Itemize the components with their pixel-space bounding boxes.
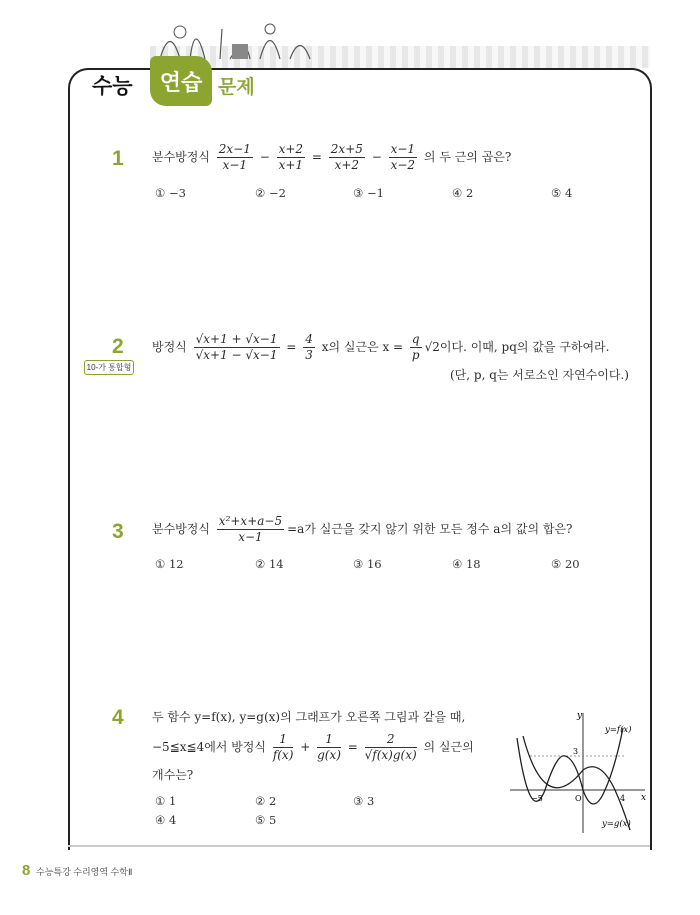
q1-choice-2: ② −2 [255,186,286,200]
q1-frac-4: $\frac{x-1}{x-2}$ [390,142,416,172]
q1-suffix: 의 두 근의 곱은? [423,150,512,164]
f-label: y=f(x) [605,725,632,735]
q3-number: 3 [112,520,124,543]
q3-choice-5: ⑤ 20 [551,557,580,571]
q3-choice-1: ① 12 [155,557,184,571]
q4-line-3: 개수는? [152,768,194,782]
q2-frac-coef: $\frac{4}{3}$ [305,332,313,362]
q4-frac-c: $\frac{2}{√f(x)g(x)}$ [364,732,417,762]
q3-frac: $\frac{\text{x²+x+a−5}}{x-1}$ [218,514,283,544]
x-label: x [641,793,647,803]
tick-origin: O [575,794,582,803]
q2-stem: 방정식 $\frac{√x+1 + √x-1}{√x+1 - √x-1}$ = $\frac{4}{3}$ x의 실근은 x = $\frac{q}{p}$ √2이다. 이때, pq의 값을 구하여라. [152,332,610,362]
plant-illustration [150,14,320,62]
tick-minus5: −5 [531,794,543,803]
q4-choice-4: ④ 4 [155,813,177,827]
header-label-2: 문제 [218,77,255,98]
header-badge: 연습 [150,56,212,106]
q4-choice-1: ① 1 [155,794,177,808]
q4-graph [505,708,650,838]
tick-4: 4 [620,794,626,803]
page-number: 8 [22,862,31,879]
q4-number: 4 [112,706,124,729]
tick-3: 3 [573,747,579,756]
q1-stem: 분수방정식 $\frac{2x-1}{x-1}$ − $\frac{x+2}{x+1}$ = $\frac{2x+5}{x+2}$ − $\frac{x-1}{x-2}$ 의 두 근의 곱은? [152,142,512,172]
q3-choice-2: ② 14 [255,557,284,571]
q4-frac-b: $\frac{1}{g(x)}$ [317,732,341,762]
q4-choice-2: ② 2 [255,794,277,808]
q3-choice-4: ④ 18 [452,557,481,571]
g-label: y=g(x) [602,819,631,829]
q1-choice-4: ④ 2 [452,186,474,200]
q1-choice-3: ③ −1 [353,186,384,200]
q2-note: (단, p, q는 서로소인 자연수이다.) [450,368,629,382]
q2-frac-qp: $\frac{q}{p}$ [411,332,420,362]
q4-line-2: −5≦x≦4에서 방정식 $\frac{1}{f(x)}$ + $\frac{1}{g(x)}$ = $\frac{2}{√f(x)g(x)}$ 의 실근의 [152,732,474,762]
q4-line-1: 두 함수 y=f(x), y=g(x)의 그래프가 오른쪽 그림과 같을 때, [152,710,466,724]
frame-bottom-line [68,845,650,847]
header-label: 수능 [92,75,133,98]
q2-number: 2 [112,335,124,358]
q1-prefix: 분수방정식 [152,150,210,164]
q1-frac-1: $\frac{2x-1}{x-1}$ [218,142,251,172]
q2-tag: 10-가 통합형 [84,360,134,375]
q3-stem: 분수방정식 $\frac{\text{x²+x+a−5}}{x-1}$ =a가 실근을 갖지 않기 위한 모든 정수 a의 값의 합은? [152,514,573,544]
q1-frac-3: $\frac{2x+5}{x+2}$ [330,142,363,172]
q1-choice-5: ⑤ 4 [551,186,573,200]
q4-choice-5: ⑤ 5 [255,813,277,827]
q4-frac-a: $\frac{1}{f(x)}$ [272,732,294,762]
q1-frac-2: $\frac{x+2}{x+1}$ [278,142,304,172]
y-label: y [577,711,583,721]
q1-number: 1 [112,147,124,170]
footer-text: 수능특강 수리영역 수학Ⅱ [36,867,133,877]
q3-choice-3: ③ 16 [353,557,382,571]
q4-choice-3: ③ 3 [353,794,375,808]
q1-choice-1: ① −3 [155,186,186,200]
q2-frac-main: $\frac{√x+1 + √x-1}{√x+1 - √x-1}$ [195,332,278,362]
